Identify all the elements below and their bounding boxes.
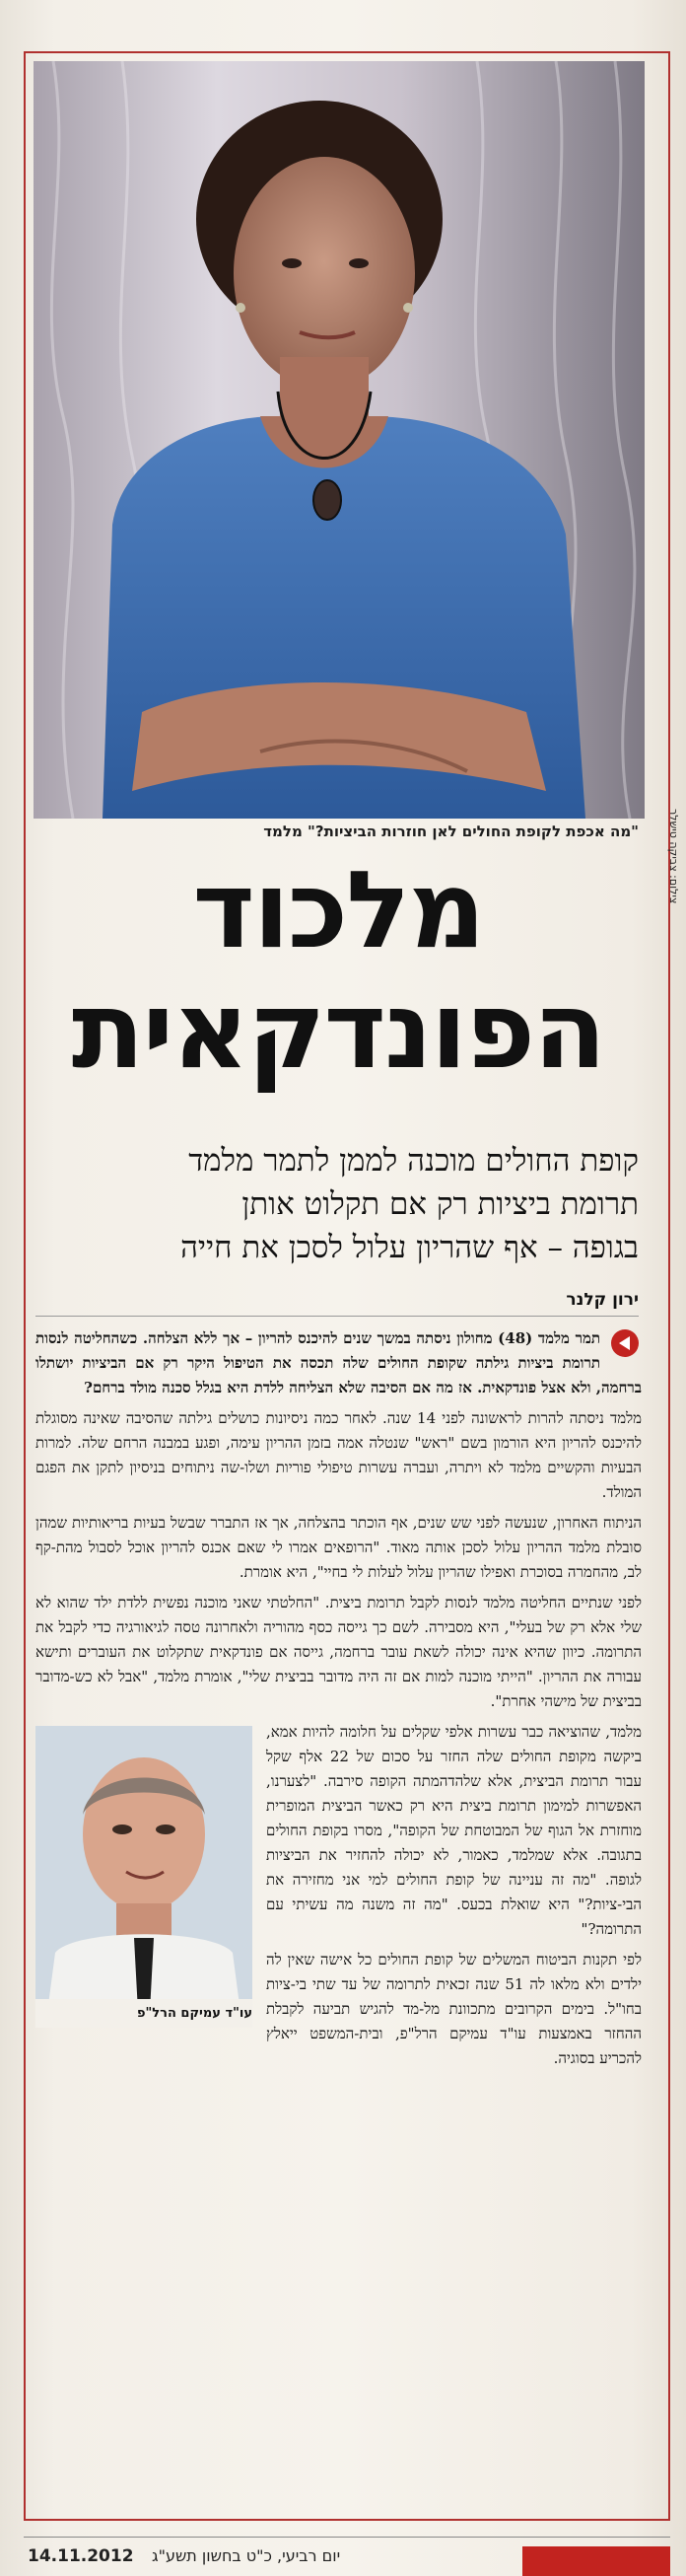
subhead-line-2: תרומת ביציות רק אם תקלוט אותן [241, 1186, 639, 1222]
page-footer [24, 2525, 670, 2576]
lawyer-portrait [35, 1726, 252, 2028]
subhead-line-3: בגופה – אף שהריון עלול לסכן את חייה [180, 1230, 639, 1265]
footer-rule [24, 2537, 670, 2538]
body-paragraph-4: מלמד, שהוציאה כבר עשרות אלפי שקלים על חלומה להיות אמא, ביקשה מקופת החולים שלה החזר על סכום של 22 אלף שקל עבור תרומת הביצית, אלא שלהדהמתה הקופה סירבה. "לצערנו, האפשרות למימון תרומת ביצית היא רק כאשר הביצית המופרית מוחזרת אל הגוף של המבוטחת של הקופה", מסרו בקופת החולים בתגובה. אלא שמלמד, כאמור, לא יכולה להחזיר את הביציות לגופה. "מה זה עניינה של קופת החולים למי אני מחזירה את הבי-ציות?" היא שואלת בכעס. "מה זה משנה מה עשיתי עם התרומה?" [266, 1723, 642, 1938]
section-red-tab [522, 2546, 670, 2576]
body-paragraph-3: לפני שנתיים החליטה מלמד לנסות לקבל תרומת ביצית. "החלטתי שאני מוכנה נפשית ללדת ילד שהוא לא שלי אלא רק של בעלי", היא מסבירה. לשם כך גייסה כסף מהוריה ולאחרונה טסה לגיאורגיה כדי לקבל את התרומה. כיוון שהיא אינה יכולה לשאת עובר ברחמה, גייסה אם פונדקאית שתקלוט את העוברים ותישא עבורה את ההריון. "הייתי מוכנה למות אם זה היה מדובר בביצית שלי", אומרת מלמד, "אבל לא כש-מדובר בביצית של מישהי אחרת". [35, 1594, 642, 1710]
main-photo [34, 61, 645, 819]
subhead-line-1: קופת החולים מוכנה לממן לתמר מלמד [188, 1143, 639, 1179]
photo-credit: צילום: צביקה טישלר [667, 809, 680, 904]
lead-paragraph [35, 1326, 642, 1400]
body-paragraph-1: מלמד ניסתה להרות לראשונה לפני 14 שנה. לאחר כמה ניסיונות כושלים גילתה שהסיבה שאינה מסוגלת להיכנס להריון היא הורמון בשם "ראש" שנטלה אמה בזמן ההריון עימה, ופגע במבנה הרחם שלה. למרות הבעיות והקשיים מלמד לא ויתרה, ועברה עשרות טיפולי פוריות ושלו-שה ניתוחים בניסיון לתקן את הפגם המולד. [35, 1409, 642, 1501]
subheadline [35, 1139, 639, 1269]
headline [34, 849, 643, 1093]
byline: ירון קלנר [35, 1290, 639, 1317]
footer-hebrew-date: יום רביעי, כ"ט בחשון תשע"ג [152, 2546, 341, 2565]
footer-date: 14.11.2012 [28, 2546, 134, 2566]
arrow-bullet-icon [608, 1328, 642, 1358]
inset-caption: עו"ד עמיקם הרל"פ [35, 1999, 252, 2028]
photo-caption: "מה אכפת לקופת החולים לאן חוזרות הביציות?" מלמד [263, 823, 639, 840]
portrait-illustration [34, 61, 645, 819]
headline-line-2: הפונדקאית [71, 969, 605, 1093]
article-body [35, 1326, 642, 2077]
body-paragraph-2: הניתוח האחרון, שנעשה לפני שש שנים, אף הוכתר בהצלחה, אך אז התברר שבשל בעיות בריאותיות שמהן סובלת מלמד ההריון עלול לסכן אותה מאוד. "הרופאים אמרו לי שאם אכנס להריון אוכל לסבול מהת-קף לב, מהחמרה בסוכרת ואפילו שהריון עלול לעלות לי בחיי", היא אומרת. [35, 1514, 642, 1581]
headline-line-1: מלכוד [192, 849, 484, 972]
lead-text: תמר מלמד (48) מחולון ניסתה במשך שנים להיכנס להריון – אך ללא הצלחה. כשהחליטה לנסות תרומת ביציות גילתה שקופת החולים שלה תכסה את הטיפול היקר רק אם הביציות יושתלו ברחמה, ולא אצל פונדקאית. אז מה אם הסיבה שלא הצליחה ללדת היא בגלל סכנה מולד ברחם? [35, 1329, 642, 1396]
body-paragraph-5: לפי תקנות הביטוח המשלים של קופת החולים כל אישה שאין לה ילדים ולא מלאו לה 51 שנה זכאית לתרומה של עד שתי בי-ציות בחו"ל. בימים הקרובים מתכוונת מל-מד להגיש תביעה לקבלת ההחזר באמצעות עו"ד עמיקם הרל"פ, ובית-המשפט ייאלץ להכריע בסוגיה. [266, 1951, 643, 2067]
inset-photo [35, 1726, 252, 2028]
